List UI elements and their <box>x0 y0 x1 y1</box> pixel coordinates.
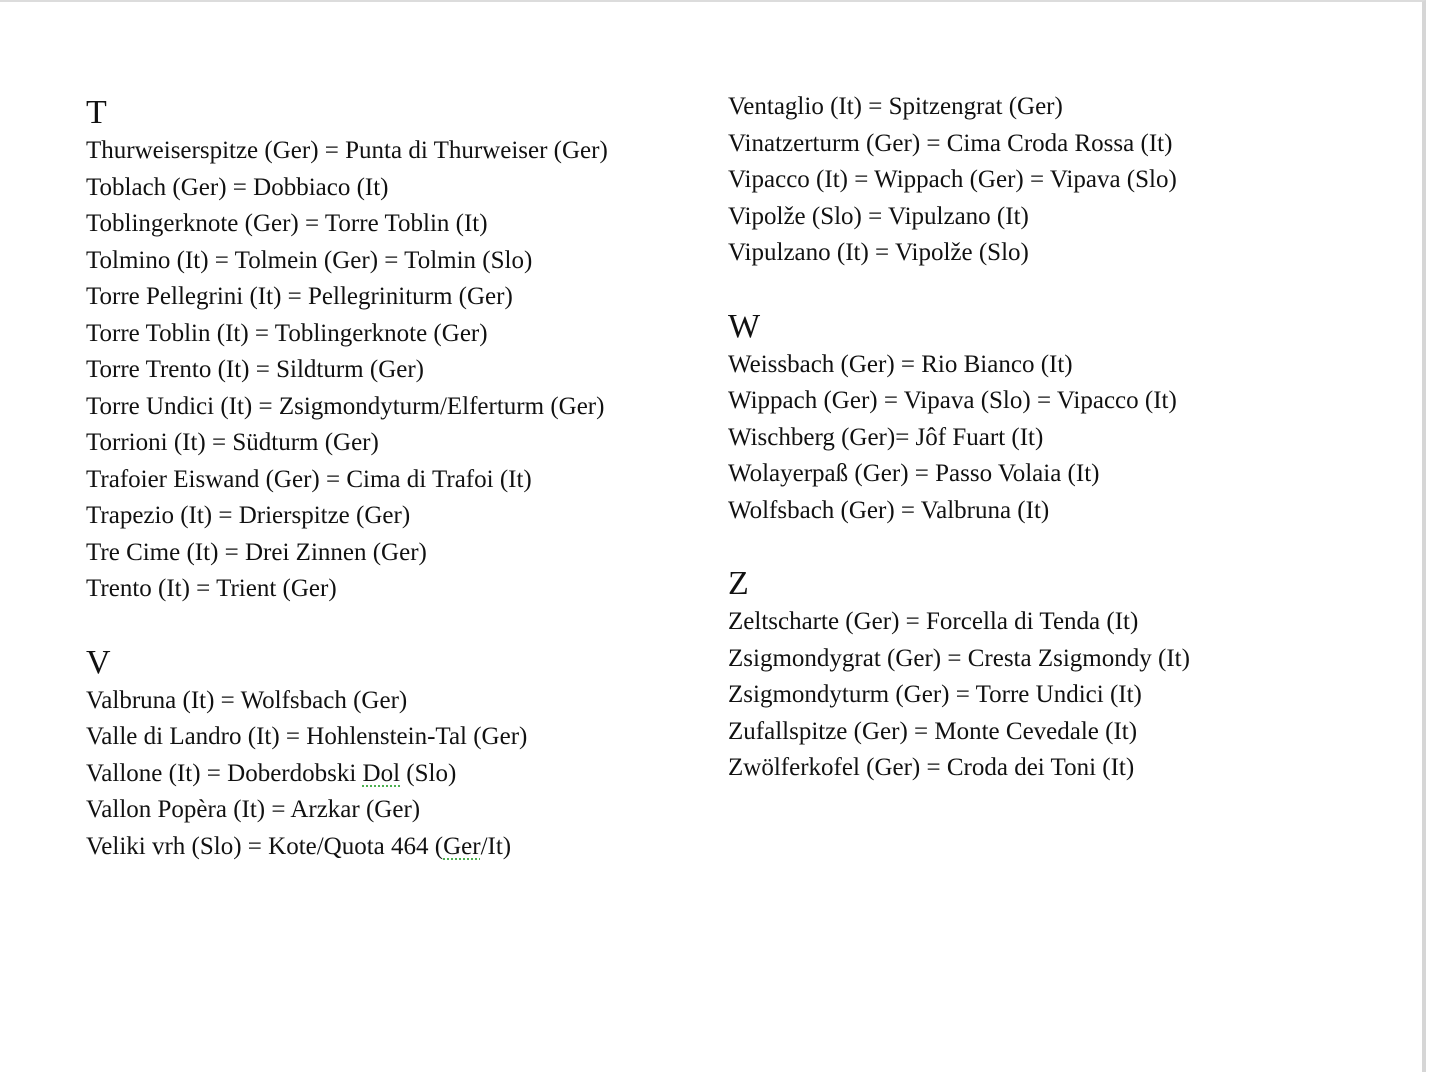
section-heading-z: Z <box>728 565 749 602</box>
entry-torre-pellegrini-it: Torre Pellegrini (It) = Pellegriniturm (Ger) <box>86 283 513 310</box>
entry-valbruna-it: Valbruna (It) = Wolfsbach (Ger) <box>86 686 408 714</box>
entry-weissbach-ger: Weissbach (Ger) = Rio Bianco (It) <box>728 350 1073 378</box>
entry-zufallspitze-ger: Zufallspitze (Ger) = Monte Cevedale (It) <box>728 717 1138 745</box>
spellcheck-flagged-word[interactable]: Dol <box>362 759 401 787</box>
letter-section-w <box>728 307 1348 530</box>
entry-zsigmondyturm-ger: Zsigmondyturm (Ger) = Torre Undici (It) <box>728 681 1142 708</box>
entry-list <box>86 683 686 866</box>
entry-thurweiserspitze-ger: Thurweiserspitze (Ger) = Punta di Thurweiser (Ger) <box>86 137 608 164</box>
entry-tre-cime-it: Tre Cime (It) = Drei Zinnen (Ger) <box>86 538 427 566</box>
entry-list <box>86 133 686 608</box>
entry-torre-toblin-it: Torre Toblin (It) = Toblingerknote (Ger) <box>86 319 488 347</box>
entry-wischberg-ger: Wischberg (Ger)= Jôf Fuart (It) <box>728 423 1044 451</box>
entry-torrioni-it: Torrioni (It) = Südturm (Ger) <box>86 429 379 456</box>
entry-zeltscharte-ger: Zeltscharte (Ger) = Forcella di Tenda (It) <box>728 608 1139 635</box>
entry-torre-undici-it: Torre Undici (It) = Zsigmondyturm/Elferturm (Ger) <box>86 392 605 420</box>
entry-ventaglio-it: Ventaglio (It) = Spitzengrat (Ger) <box>728 93 1063 120</box>
section-heading-t: T <box>86 94 107 131</box>
entry-valle-di-landro-it: Valle di Landro (It) = Hohlenstein-Tal (Ger) <box>86 723 528 750</box>
entry-vinatzerturm-ger: Vinatzerturm (Ger) = Cima Croda Rossa (It) <box>728 129 1173 157</box>
entry-zwolferkofel-ger: Zwölferkofel (Ger) = Croda dei Toni (It) <box>728 754 1135 781</box>
entry-list <box>728 347 1348 530</box>
letter-section-z <box>728 564 1348 787</box>
entry-torre-trento-it: Torre Trento (It) = Sildturm (Ger) <box>86 356 424 383</box>
entry-list <box>728 89 1348 272</box>
entry-vipacco-it: Vipacco (It) = Wippach (Ger) = Vipava (Slo) <box>728 166 1177 193</box>
entry-toblingerknote-ger: Toblingerknote (Ger) = Torre Toblin (It) <box>86 210 488 237</box>
entry-vipulzano-it: Vipulzano (It) = Vipolže (Slo) <box>728 239 1029 266</box>
right-column <box>728 89 1348 787</box>
entry-tolmino-it: Tolmino (It) = Tolmein (Ger) = Tolmin (Slo) <box>86 246 533 274</box>
section-heading-w: W <box>728 307 761 345</box>
entry-wippach-ger: Wippach (Ger) = Vipava (Slo) = Vipacco (It) <box>728 387 1177 414</box>
spellcheck-flagged-word[interactable]: Ger <box>443 832 481 860</box>
section-heading-v: V <box>86 643 111 681</box>
entry-vipolze-slo: Vipolže (Slo) = Vipulzano (It) <box>728 202 1029 230</box>
entry-list <box>728 604 1348 787</box>
entry-trento-it: Trento (It) = Trient (Ger) <box>86 575 337 602</box>
letter-section-t <box>86 93 686 608</box>
entry-wolayerpa-ger: Wolayerpaß (Ger) = Passo Volaia (It) <box>728 460 1100 487</box>
entry-wolfsbach-ger: Wolfsbach (Ger) = Valbruna (It) <box>728 496 1050 524</box>
entry-vallon-popera-it: Vallon Popèra (It) = Arzkar (Ger) <box>86 796 421 823</box>
entry-trafoier-eiswand-ger: Trafoier Eiswand (Ger) = Cima di Trafoi (It) <box>86 465 532 493</box>
letter-section-v <box>86 643 686 866</box>
continued-section <box>728 89 1348 272</box>
entry-toblach-ger: Toblach (Ger) = Dobbiaco (It) <box>86 173 389 201</box>
entry-veliki-vrh-slo: Veliki vrh (Slo) = Kote/Quota 464 (Ger/It) <box>86 832 512 860</box>
entry-zsigmondygrat-ger: Zsigmondygrat (Ger) = Cresta Zsigmondy (It) <box>728 644 1190 672</box>
entry-vallone-it: Vallone (It) = Doberdobski Dol (Slo) <box>86 759 457 787</box>
entry-trapezio-it: Trapezio (It) = Drierspitze (Ger) <box>86 502 411 529</box>
left-column <box>86 93 686 865</box>
